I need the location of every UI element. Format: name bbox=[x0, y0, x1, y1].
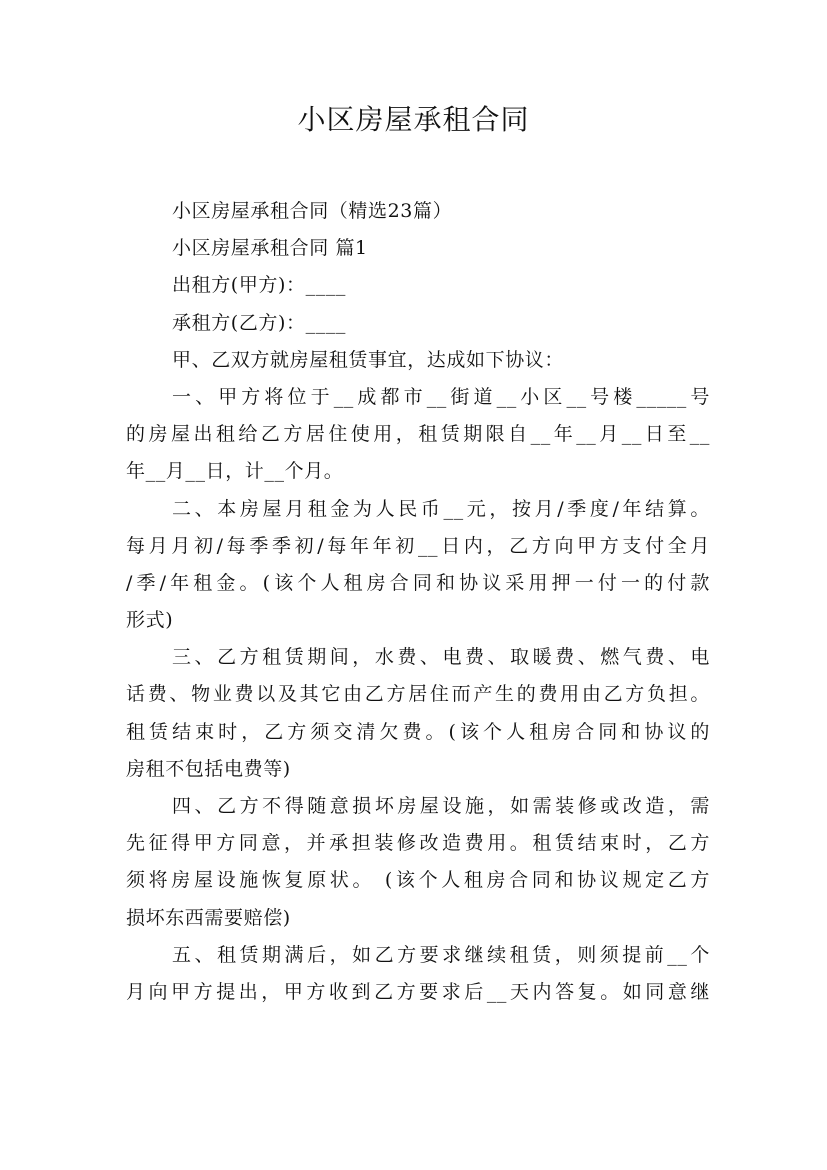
document-title: 小区房屋承租合同 bbox=[297, 103, 530, 136]
text-line: 房租不包括电费等) bbox=[126, 757, 291, 780]
text-line: 租赁结束时，乙方须交清欠费。(该个人租房合同和协议的 bbox=[126, 720, 710, 743]
text-line: 的房屋出租给乙方居住使用，租赁期限自__年__月__日至__ bbox=[126, 423, 710, 446]
text-line: 每月月初/每季季初/每年年初__日内，乙方向甲方支付全月 bbox=[126, 534, 710, 557]
text-line: 须将房屋设施恢复原状。 (该个人租房合同和协议规定乙方 bbox=[126, 869, 710, 892]
text-line: 话费、物业费以及其它由乙方居住而产生的费用由乙方负担。 bbox=[126, 683, 710, 706]
text-line: 小区房屋承租合同（精选23篇） bbox=[172, 200, 453, 222]
text-line: 甲、乙双方就房屋租赁事宜，达成如下协议： bbox=[172, 348, 565, 371]
text-line: 承租方(乙方)：____ bbox=[172, 311, 347, 334]
text-line: 形式) bbox=[126, 609, 174, 632]
text-line: 小区房屋承租合同 篇1 bbox=[172, 237, 368, 260]
text-line: 损坏东西需要赔偿) bbox=[126, 906, 291, 929]
text-line: 五、租赁期满后，如乙方要求继续租赁，则须提前__个 bbox=[172, 943, 710, 966]
text-line: 先征得甲方同意，并承担装修改造费用。租赁结束时，乙方 bbox=[126, 832, 710, 855]
text-line: 二、本房屋月租金为人民币__元，按月/季度/年结算。 bbox=[172, 497, 710, 520]
text-line: /季/年租金。(该个人租房合同和协议采用押一付一的付款 bbox=[126, 571, 710, 594]
document-body bbox=[126, 193, 710, 1011]
text-line: 三、乙方租赁期间，水费、电费、取暖费、燃气费、电 bbox=[172, 646, 710, 669]
text-line: 一、甲方将位于__成都市__街道__小区__号楼_____号 bbox=[172, 385, 710, 408]
text-line: 月向甲方提出，甲方收到乙方要求后__天内答复。如同意继 bbox=[126, 980, 710, 1003]
text-line: 四、乙方不得随意损坏房屋设施，如需装修或改造，需 bbox=[172, 795, 710, 817]
text-line: 出租方(甲方)：____ bbox=[172, 274, 347, 297]
text-line: 年__月__日，计__个月。 bbox=[126, 460, 344, 483]
